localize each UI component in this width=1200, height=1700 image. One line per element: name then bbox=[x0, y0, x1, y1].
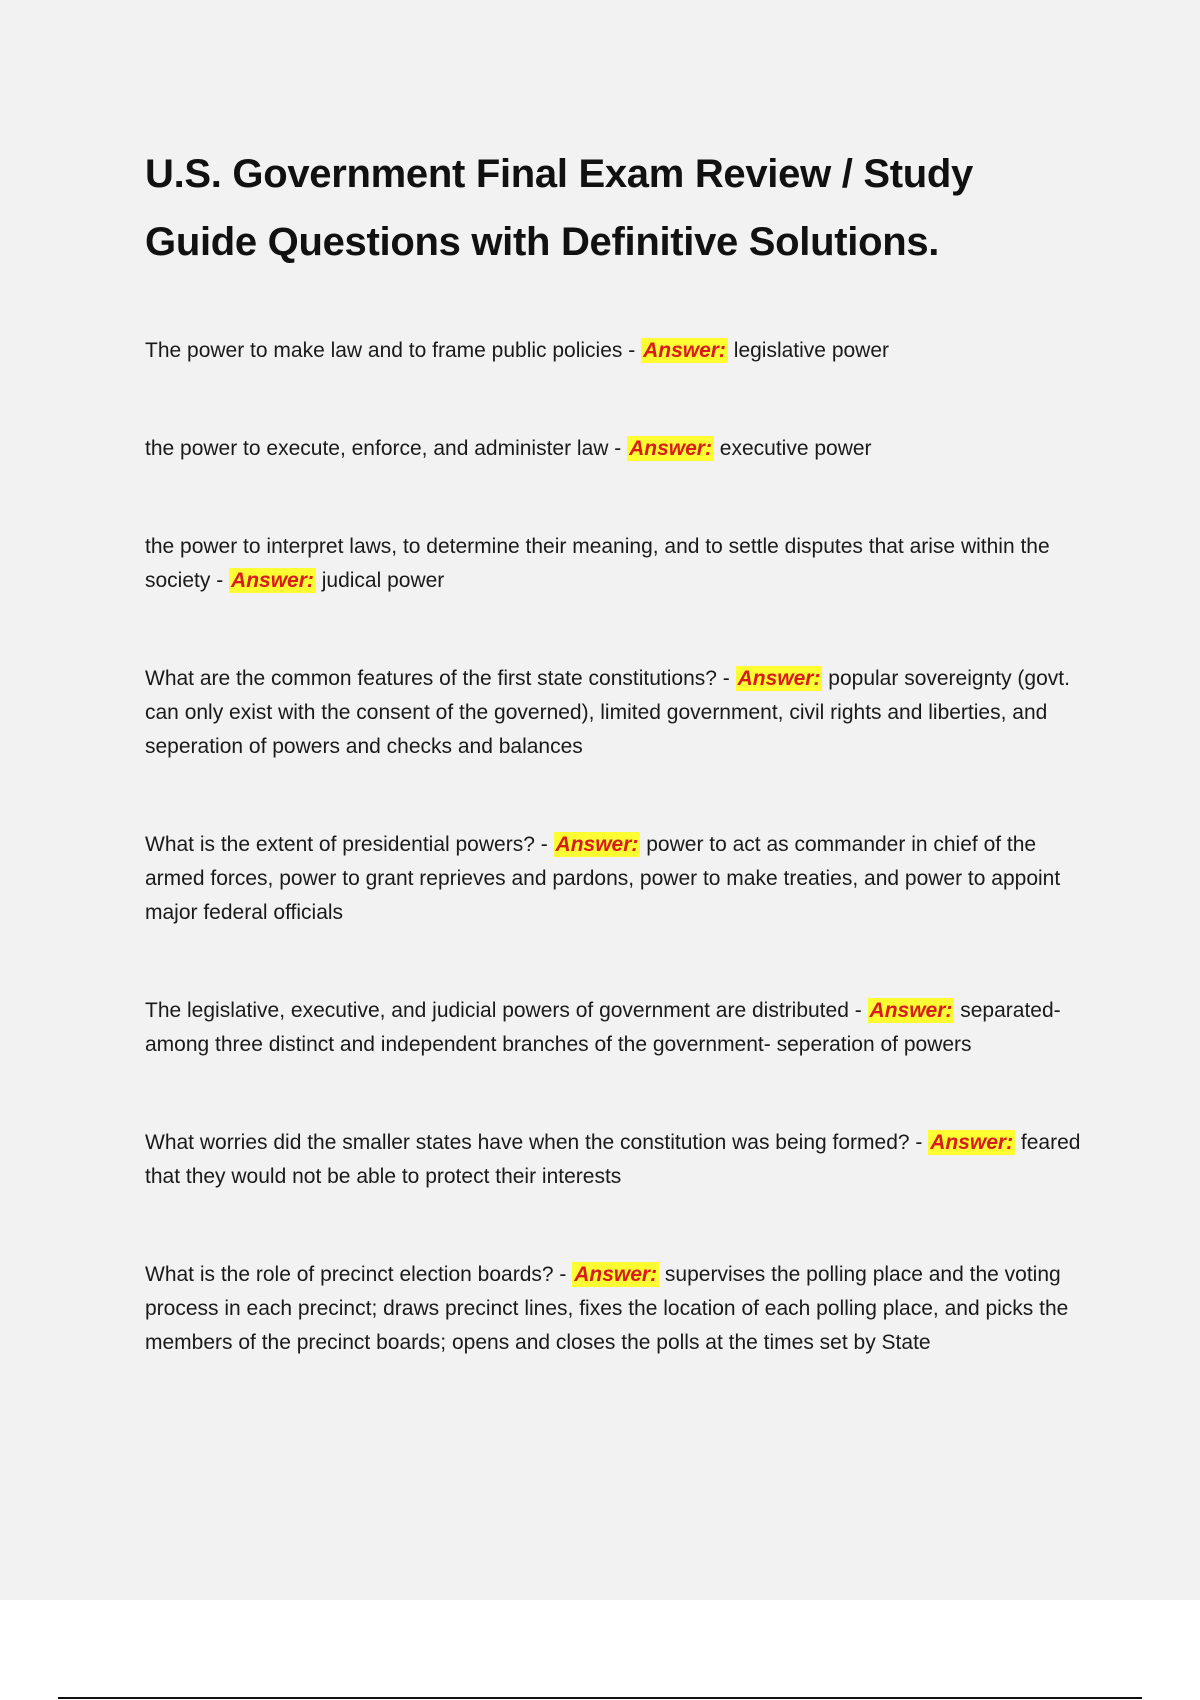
answer-label: Answer: bbox=[737, 667, 821, 690]
qa-item bbox=[145, 1126, 1095, 1194]
qa-item bbox=[145, 828, 1095, 930]
question-text: The power to make law and to frame public policies - bbox=[145, 339, 642, 362]
answer-label: Answer: bbox=[930, 1131, 1014, 1154]
answer-label: Answer: bbox=[643, 339, 726, 362]
answer-text: popular sovereignty (govt. can only exist with the consent of the governed), limited government, civil rights and liberties, and seperation of powers and checks and balances bbox=[145, 667, 1070, 758]
answer-text: feared that they would not be able to protect their interests bbox=[145, 1131, 1081, 1188]
qa-item bbox=[145, 432, 1095, 466]
question-text: What are the common features of the first state constitutions? - bbox=[145, 667, 736, 690]
answer-label: Answer: bbox=[231, 569, 314, 592]
answer-label: Answer: bbox=[555, 833, 639, 856]
qa-item bbox=[145, 1258, 1095, 1360]
footer-divider bbox=[58, 1697, 1142, 1699]
question-text: What worries did the smaller states have when the constitution was being formed? - bbox=[145, 1131, 929, 1154]
answer-text: legislative power bbox=[727, 339, 890, 362]
question-text: the power to interpret laws, to determine their meaning, and to settle disputes that arise within the society - bbox=[145, 535, 1050, 592]
qa-item bbox=[145, 662, 1095, 764]
answer-label: Answer: bbox=[629, 437, 712, 460]
answer-text: separated-among three distinct and independent branches of the government- seperation of powers bbox=[145, 999, 1061, 1056]
question-text: What is the extent of presidential powers? - bbox=[145, 833, 554, 856]
qa-item bbox=[145, 530, 1095, 598]
qa-item bbox=[145, 334, 1095, 368]
question-text: the power to execute, enforce, and administer law - bbox=[145, 437, 628, 460]
document-content bbox=[145, 140, 1095, 1360]
qa-item bbox=[145, 994, 1095, 1062]
question-text: What is the role of precinct election boards? - bbox=[145, 1263, 573, 1286]
answer-label: Answer: bbox=[574, 1263, 658, 1286]
question-text: The legislative, executive, and judicial powers of government are distributed - bbox=[145, 999, 868, 1022]
answer-label: Answer: bbox=[869, 999, 953, 1022]
answer-text: judical power bbox=[315, 569, 445, 592]
document-title: U.S. Government Final Exam Review / Study Guide Questions with Definitive Solutions. bbox=[145, 152, 973, 264]
answer-text: executive power bbox=[713, 437, 872, 460]
answer-text: supervises the polling place and the voting process in each precinct; draws precinct lines, fixes the location of each polling place, and picks the members of the precinct boards; opens and closes the polls at the times set by State bbox=[145, 1263, 1069, 1354]
answer-text: power to act as commander in chief of the armed forces, power to grant reprieves and pardons, power to make treaties, and power to appoint major federal officials bbox=[145, 833, 1061, 924]
